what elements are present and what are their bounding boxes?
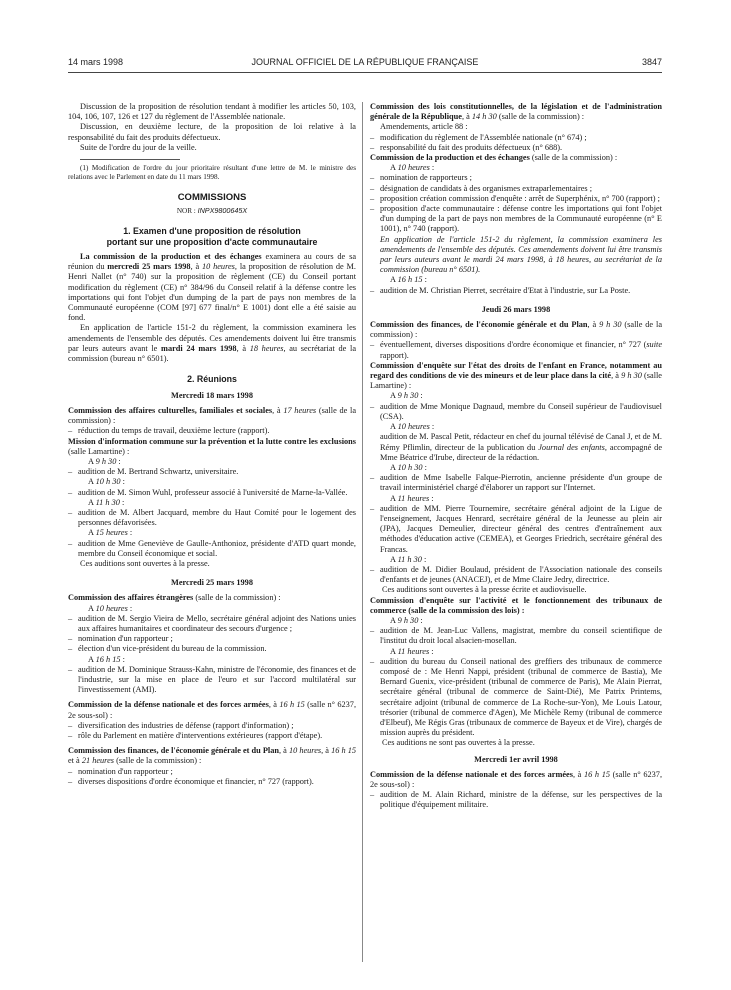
amendments-title: Amendements, article 88 : [380,122,468,132]
text-run: (salle de la commission) : [370,320,662,340]
commission-enquete-tribunaux: Commission d'enquête sur l'activité et le fonctionnement des tribunaux de commerce (salle de la commission des lois) : [370,595,662,615]
day-heading-wed25: Mercredi 25 mars 1998 [171,578,253,588]
text-run: (salle de la commission) : [529,153,618,163]
list-item: – nomination de rapporteurs ; [370,173,662,183]
list-item: – nomination d'un rapporteur ; [68,767,356,777]
list-item: – audition de M. Christian Pierret, secrétaire d'Etat à l'industrie, sur La Poste. [370,286,662,296]
time-slot: A 9 h 30 : [88,456,121,466]
time: 10 h 30 [95,477,121,487]
time: 10 heures [397,422,430,432]
mission-exclusions [68,437,356,457]
time: 9 h 30 [599,320,622,330]
commission-name: Commission des lois constitutionnelles, de la législation et de l'administration générale de la République [370,102,662,122]
list-item: – audition de M. Didier Boulaud, président de l'Association nationale des conseils d'enfants et de jeunes (ANACEJ), et de Mme Claire Jedry, directrice. [370,565,662,585]
time: 17 heures [283,405,317,415]
section-title: COMMISSIONS [177,191,247,203]
time-slot: A 16 h 15 : [88,654,125,664]
list-item: – diversification des industries de défense (rapport d'information) ; [68,721,356,731]
header-rule [68,72,662,73]
day-heading-thu26: Jeudi 26 mars 1998 [481,304,551,314]
time: 11 heures [397,646,430,656]
part1-title [68,226,356,247]
list-item: – audition de Mme Isabelle Falque-Pierrotin, ancienne présidente d'un groupe de travail interministériel chargé d'élaborer un rapport sur l'Internet. [370,473,662,493]
part1-paragraph-2 [68,323,356,364]
text-run: examinera au cours de sa réunion du [68,252,357,272]
intro-paragraph-3: Suite de l'ordre du jour de la veille. [80,142,197,152]
text-run: (salle Lamartine) : [370,371,662,391]
time: 10 heures [95,603,128,613]
text-run: audition de M. Pascal Petit, rédacteur en chef du journal télévisé de Canal J, et de M. Rémy Pflimlin, directeur de la publication du [380,432,663,452]
list-item: – diverses dispositions d'ordre économique et financier, n° 727 (rapport). [68,777,356,787]
list-item: – proposition création commission d'enquête : arrêt de Superphénix, n° 700 (rapport) ; [370,194,662,204]
press-note: Ces auditions sont ouvertes à la presse écrite et audiovisuelle. [382,585,587,595]
intro-paragraph-1: Discussion de la proposition de résolution tendant à modifier les articles 50, 103, 104, 106, 107, 126 et 127 du règlement de l'Assemblée nationale. [68,102,356,122]
text-run: (salle n° 6237, 2e sous-sol) : [68,700,357,720]
part1-time: 10 heures [201,262,235,272]
time: 15 heures [95,528,128,538]
time: 9 h 30 [95,456,117,466]
commission-etrangeres [68,593,356,603]
page-header [68,57,662,71]
commission-name: Commission des finances, de l'économie générale et du Plan [370,320,588,330]
amendments-note: En application de l'article 151-2 du règlement, la commission examinera les amendements de l'ensemble des députés. Ces amendements doivent lui être transmis par leurs auteurs avant le mardi 24 mars 1998, à 18 heures, au secrétariat de la commission (bureau n° 6501). [380,234,662,275]
right-column [370,102,662,811]
list-item: – audition de M. Sergio Vieira de Mello, secrétaire général adjoint des Nations unies aux affaires humanitaires et coordinateur des secours d'urgence ; [68,614,356,634]
time-slot: A 10 heures : [390,163,435,173]
text-run: , à [279,746,289,756]
time-slot: A 11 h 30 : [88,497,125,507]
time-slot: A 9 h 30 : [390,391,423,401]
part1-date: mercredi 25 mars 1998 [107,262,191,272]
text-run: (salle n° 6237, 2e sous-sol) : [370,769,663,789]
commission-name: Commission des finances, de l'économie générale et du Plan [68,746,279,756]
column-separator [362,102,363,962]
time: 11 h 30 [397,554,422,564]
time: 16 h 15 [279,700,305,710]
time-slot: A 11 h 30 : [390,554,427,564]
text-run: , à [321,746,332,756]
commission-defense [68,700,356,720]
time: 16 h 15 [95,654,121,664]
header-page-number: 3847 [641,57,662,67]
commission-name: Commission des affaires culturelles, familiales et sociales [68,405,273,415]
text-run: , à [587,320,600,330]
day-heading-wed1: Mercredi 1er avril 1998 [474,754,558,764]
commission-finances-thu [370,320,662,340]
left-column [68,102,356,787]
text-run: et à [68,756,82,766]
text-run: , à [611,371,622,381]
list-item: – responsabilité du fait des produits défectueux (n° 688). [370,143,662,153]
time: 9 h 30 [397,615,419,625]
commission-name: Commission des affaires étrangères [68,593,194,603]
part1-paragraph-1 [68,252,356,323]
part2-title: 2. Réunions [187,374,237,385]
list-item [370,340,662,360]
text-run: (salle de la commission) : [496,112,585,122]
list-item [370,432,662,463]
list-item: – audition de M. Alain Richard, ministre de la défense, sur les perspectives de la politique d'équipement militaire. [370,790,662,810]
text-run: (salle de la commission) : [193,593,281,603]
text-run: En application de l'article 151-2 du règlement, la commission examinera les amendements de l'ensemble des députés. Ces amendements doivent lui être transmis par leurs auteurs avant le [68,323,356,353]
time-slot: A 10 heures : [88,603,133,613]
time-slot: A 11 heures : [390,493,434,503]
time-slot: A 11 heures : [390,646,434,656]
time: 16 h 15 [331,746,356,756]
part1-title-line1: 1. Examen d'une proposition de résolution [123,226,301,237]
list-item: – audition du bureau du Conseil national des greffiers des tribunaux de commerce composé de : Me Henri Nappi, président (tribunal de commerce de Bastia), Me Bernard Guenix, vice-président (tribunal de commerce de Paris), Me Alain Pierrat, secrétaire général (tribunal de commerce de Saint-Dié), Me Patrix Printems, secrétaire adjoint (tribunal de commerce de La Roche-sur-Yon), Me Louis Latour, trésorier (tribunal de commerce d'Agen), Me Michèle Remy (tribunal de commerce d'Elbeuf), Me Régis Gras (tribunaux de commerce de Bayeux et de Vire), chargés de mission auprès du président. [370,657,662,739]
commission-production [370,153,662,163]
list-item: – audition de M. Simon Wuhl, professeur associé à l'université de Marne-la-Vallée. [68,488,356,498]
commission-name: Commission de la défense nationale et des forces armées [370,769,573,779]
text-run: , accompagné de Mme Béatrice d'Irube, directeur de la rédaction. [380,442,662,462]
nor-code: INPX9800645X [197,205,248,215]
time: 16 h 15 [584,769,611,779]
list-item: – modification du règlement de l'Assemblée nationale (n° 674) ; [370,133,662,143]
list-item: – désignation de candidats à des organismes extraparlementaires ; [370,184,662,194]
time: 10 heures [288,746,322,756]
list-item: – rôle du Parlement en matière d'interventions extérieures (rapport d'étape). [68,731,356,741]
list-item: – audition de M. Bertrand Schwartz, universitaire. [68,467,356,477]
list-item: – audition de M. Jean-Luc Vallens, magistrat, membre du conseil scientifique de l'institut du droit local alsacien-mosellan. [370,626,662,646]
nor-reference [68,206,356,216]
footnote-rule [80,159,180,160]
time: 16 h 15 [397,275,423,285]
text-run: éventuellement, diverses dispositions d'ordre économique et financier, n° 727 ( [380,340,647,350]
press-note: Ces auditions sont ouvertes à la presse. [80,559,210,568]
day-heading-wed18: Mercredi 18 mars 1998 [171,390,253,400]
commission-defense-wed1 [370,770,662,790]
commission-name: Commission d'enquête sur l'état des droits de l'enfant en France, notamment au regard des conditions de vie des mineurs et de leur place dans la cité [370,360,662,381]
time-slot: A 9 h 30 : [390,615,423,625]
part1-title-line2: portant sur une proposition d'acte communautaire [106,236,318,247]
text-run: (salle de la commission) : [114,756,202,766]
time: 9 h 30 [397,391,419,401]
text-run: , au secrétariat de la commission (bureau n° 6501). [68,343,357,364]
time: 10 h 30 [397,462,423,472]
commission-finances [68,746,356,766]
text-run: (salle de la commission) : [68,405,357,426]
text-run: , à [461,112,472,122]
time: 21 heures [81,756,115,766]
text-run: , à [268,700,280,710]
time: 14 h 30 [471,112,497,122]
text-run: , à [190,262,202,272]
header-journal-title: JOURNAL OFFICIEL DE LA RÉPUBLIQUE FRANÇAISE [251,57,479,67]
time-slot: A 10 h 30 : [88,477,125,487]
list-item: – audition de Mme Geneviève de Gaulle-Anthonioz, présidente d'ATD quart monde, membre du Conseil économique et social. [68,539,356,559]
commission-name: Commission de la production et des échanges [370,153,530,163]
text-run: , à [572,769,584,779]
intro-paragraph-2: Discussion, en deuxième lecture, de la proposition de loi relative à la responsabilité du fait des produits défectueux. [68,122,356,142]
list-item: – nomination d'un rapporteur ; [68,634,356,644]
commission-name: Mission d'information commune sur la prévention et la lutte contre les exclusions [68,436,356,446]
list-item: – audition de M. Dominique Strauss-Kahn, ministre de l'économie, des finances et de l'industrie, sur la mise en place de l'euro et sur l'accord multilatéral sur l'investissement (AMI). [68,665,356,696]
commission-enquete-enfant [370,361,662,392]
text-run: (salle Lamartine) : [68,446,130,456]
text-run: rapport). [380,350,409,360]
commission-lois [370,102,662,122]
time-slot: A 10 heures : [390,422,435,432]
time: 10 heures [397,163,430,173]
part1-deadline-time: 18 heures [249,343,284,353]
nor-label: NOR : [176,206,196,215]
list-item: – réduction du temps de travail, deuxième lecture (rapport). [68,426,356,436]
list-item: – audition de M. Albert Jacquard, membre du Haut Comité pour le logement des personnes défavorisées. [68,508,356,528]
text-run: suite [646,340,662,350]
list-item: – proposition d'acte communautaire : défense contre les importations qui font l'objet d'un dumping de la part de pays non membres de la Communauté européenne (n° E 1001), n° 740 (rapport). [370,204,662,235]
commission-culturelles [68,406,356,426]
time-slot: A 10 h 30 : [390,462,427,472]
text-run: Journal des enfants [538,442,605,452]
text-run: , la proposition de résolution de M. Henri Nallet (n° 740) sur la proposition de règlement (CE) du Conseil portant modification du règlement (CE) n° 384/96 du Conseil relatif à la défense contre les importations qui font l'objet d'un dumping de la part de pays non membres de la Communauté européenne (COM [97] 677 final/n° E 1001) dont elle a été saisie au fond. [68,262,357,323]
part1-deadline-date: mardi 24 mars 1998 [161,343,237,353]
time-slot: A 15 heures : [88,528,133,538]
part1-commission: La commission de la production et des échanges [80,252,262,262]
list-item: – audition de MM. Pierre Tournemire, secrétaire général adjoint de la Ligue de l'enseignement, Jacques Henrard, secrétaire général de la Jeunesse au plein air (JPA), Jacques Demeulier, directeur général des centres d'entraînement aux méthodes d'éducation active (CEMEA), et Georges Friedrich, secrétaire général des Francas. [370,504,662,555]
time: 9 h 30 [621,371,642,381]
time: 11 heures [397,493,430,503]
list-item: – audition de Mme Monique Dagnaud, membre du Conseil supérieur de l'audiovisuel (CSA). [370,402,662,422]
list-item: – élection d'un vice-président du bureau de la commission. [68,644,356,654]
text-run: , à [236,343,250,353]
footnote: (1) Modification de l'ordre du jour prioritaire résultant d'une lettre de M. le ministre des relations avec le Parlement en date du 11 mars 1998. [68,164,356,181]
press-note: Ces auditions ne sont pas ouvertes à la presse. [382,738,535,748]
header-date: 14 mars 1998 [68,57,124,67]
time: 11 h 30 [95,497,120,507]
time-slot: A 16 h 15 : [390,275,427,285]
text-run: , à [272,405,284,415]
commission-name: Commission de la défense nationale et des forces armées [68,700,269,710]
